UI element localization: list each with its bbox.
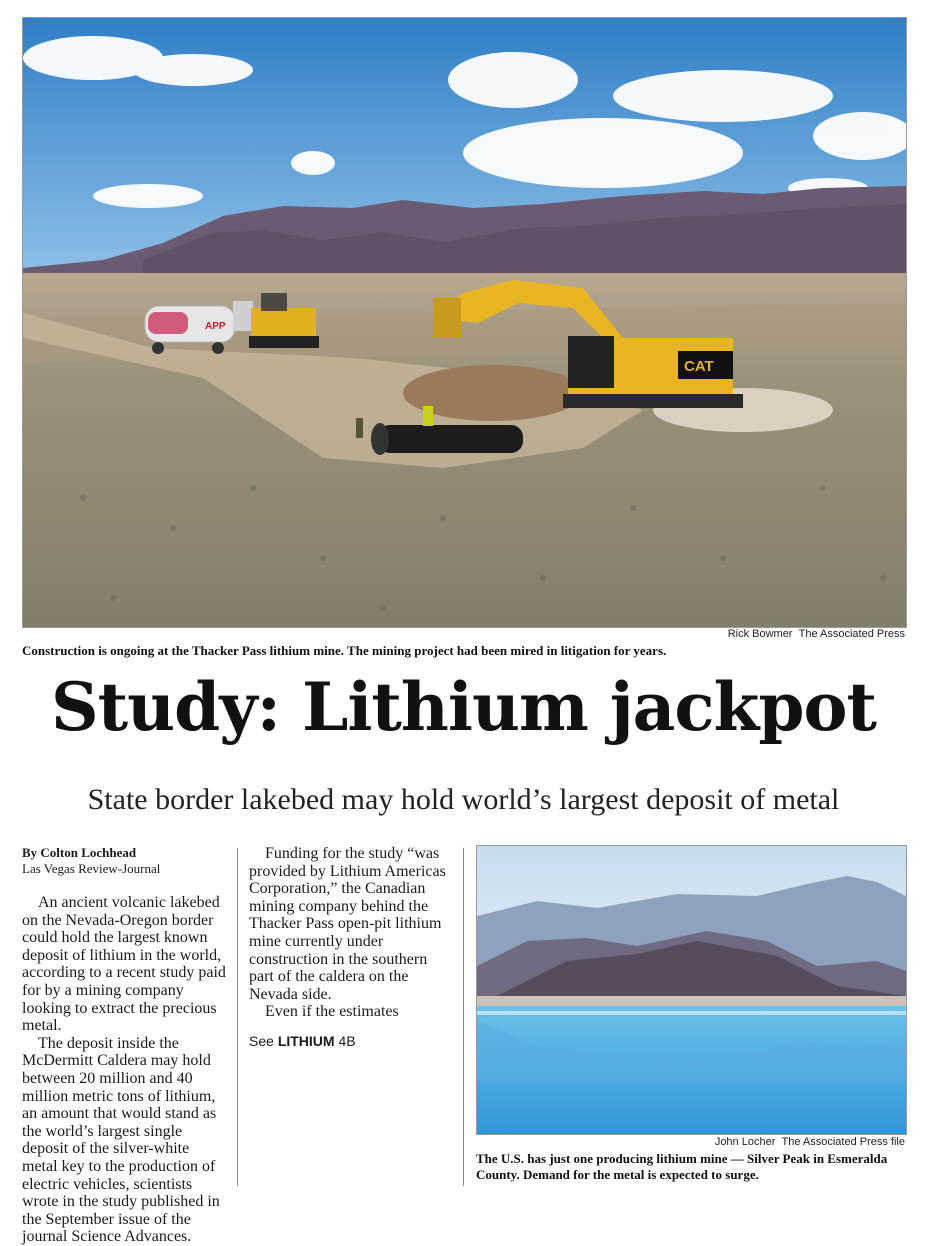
article-paragraph-4: Even if the estimates: [265, 1003, 399, 1021]
article-column-2: [249, 845, 454, 1051]
excavator-logo: CAT: [684, 358, 714, 375]
top-photo-caption: Construction is ongoing at the Thacker Pass lithium mine. The mining project had been mired in litigation for years.: [22, 643, 667, 658]
subheadline: State border lakebed may hold world’s largest deposit of metal: [87, 783, 840, 816]
byline-author: By Colton Lochhead: [22, 845, 137, 860]
article-paragraph-1: An ancient volcanic lakebed on the Nevada-Oregon border could hold the largest known deposit of lithium in the world, according to a recent study paid for by a mining company looking to extract the precious metal.: [22, 894, 226, 1035]
worker: [356, 418, 363, 438]
column-rule: [463, 848, 464, 1186]
culvert-pipe: [371, 423, 523, 455]
side-photo-caption: The U.S. has just one producing lithium mine — Silver Peak in Esmeralda County. Demand for the metal is expected to surge.: [476, 1151, 888, 1182]
jump-line[interactable]: [249, 1033, 454, 1051]
mine-construction-image: [23, 18, 906, 627]
top-photo: [22, 17, 907, 628]
silver-peak-image: [477, 846, 906, 1134]
jump-keyword: LITHIUM: [277, 1032, 335, 1049]
headline: Study: Lithium jackpot: [50, 668, 876, 746]
worker-vest: [423, 406, 433, 426]
top-photo-credit: [560, 628, 905, 640]
top-photo-credit-name: Rick Bowmer: [727, 628, 793, 640]
top-photo-credit-agency: The Associated Press: [798, 628, 905, 640]
article-paragraph-3: Funding for the study “was provided by Lithium Americas Corporation,” the Canadian mining company behind the Thacker Pass open-pit lithium mine currently under construction in the southern part of the caldera on the Nevada side.: [249, 845, 446, 1003]
truck-lettering: APP: [205, 321, 226, 332]
side-photo: [476, 845, 907, 1135]
byline-outlet: Las Vegas Review-Journal: [22, 861, 161, 876]
side-photo-credit-name: John Locher: [714, 1136, 776, 1148]
article-paragraph-2: The deposit inside the McDermitt Caldera may hold between 20 million and 40 million metric tons of lithium, an amount that would stand as the world’s largest single deposit of the silver-white metal key to the production of electric vehicles, scientists wrote in the study published in the September issue of the journal Science Advances.: [22, 1034, 220, 1246]
side-photo-credit: [476, 1136, 905, 1148]
article-column-1: [22, 845, 227, 1246]
side-photo-credit-agency: The Associated Press file: [781, 1136, 905, 1148]
column-rule: [237, 848, 238, 1186]
jump-page: 4B: [338, 1032, 356, 1049]
jump-see: See: [249, 1032, 274, 1049]
